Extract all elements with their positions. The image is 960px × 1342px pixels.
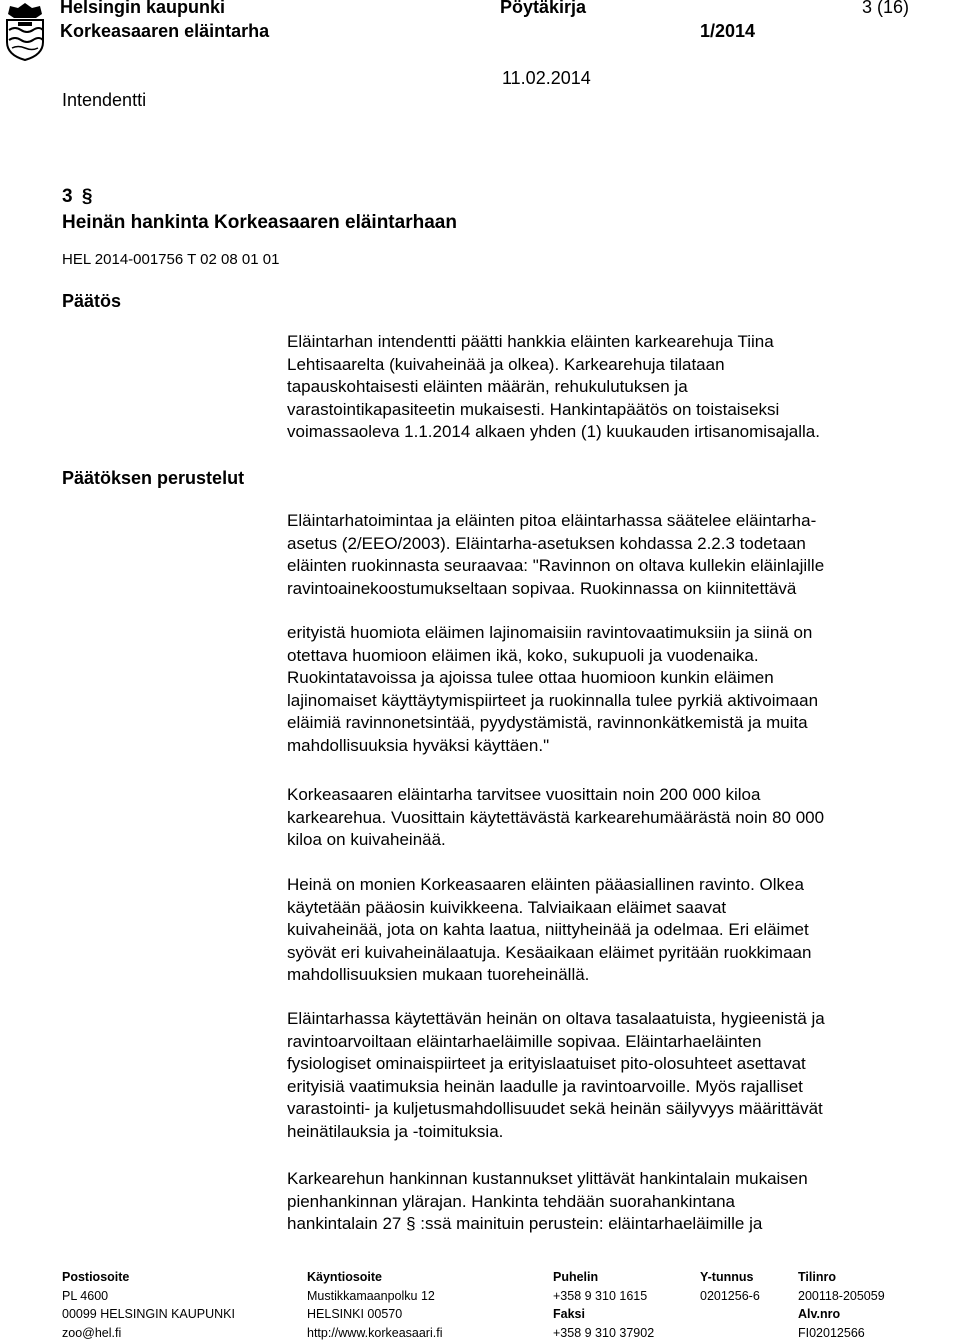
text-line: heinätilauksia ja -toimituksia. xyxy=(287,1121,952,1144)
footer-value: 200118-205059 xyxy=(798,1287,885,1306)
section-title: Heinän hankinta Korkeasaaren eläintarhaan xyxy=(62,212,457,234)
section-number xyxy=(62,186,92,208)
text-line: eläinten ruokinnasta seuraavaa: "Ravinnon on oltava kullekin eläinlajille xyxy=(287,555,952,578)
text-line: Heinä on monien Korkeasaaren eläinten pääasiallinen ravinto. Olkea xyxy=(287,874,952,897)
footer-phone xyxy=(553,1268,654,1342)
text-line: kuivaheinää, jota on kahta laatua, niittyheinää ja odelmaa. Eri eläimet xyxy=(287,919,952,942)
reason-paragraph-2 xyxy=(287,622,952,757)
text-line: mahdollisuuksien mukaan tuoreheinällä. xyxy=(287,964,952,987)
footer-heading: Käyntiosoite xyxy=(307,1268,442,1287)
text-line: erityistä huomiota eläimen lajinomaisiin ravintovaatimuksiin ja siinä on xyxy=(287,622,952,645)
text-line: Karkearehun hankinnan kustannukset ylittävät hankintalain mukaisen xyxy=(287,1168,952,1191)
text-line: Korkeasaaren eläintarha tarvitsee vuosittain noin 200 000 kiloa xyxy=(287,784,952,807)
footer-value: +358 9 310 37902 xyxy=(553,1324,654,1342)
footer-value: +358 9 310 1615 xyxy=(553,1287,654,1306)
text-line: tapauskohtaisesti eläinten määrän, rehukulutuksen ja xyxy=(287,376,952,399)
footer-account xyxy=(798,1268,885,1342)
footer-heading: Faksi xyxy=(553,1305,654,1324)
text-line: syövät eri kuivaheinälaatuja. Kesäaikaan eläimet pyritään ruokkimaan xyxy=(287,942,952,965)
text-line: Eläintarhatoimintaa ja eläinten pitoa eläintarhassa säätelee eläintarha- xyxy=(287,510,952,533)
text-line: ravintoarvoiltaan eläintarhaeläimille sopivaa. Eläintarhaeläinten xyxy=(287,1031,952,1054)
document-type: Pöytäkirja xyxy=(500,0,586,18)
section-number-value: 3 xyxy=(62,186,73,207)
reason-paragraph-5 xyxy=(287,1008,952,1143)
text-line: mahdollisuuksia hyväksi käyttäen." xyxy=(287,735,952,758)
footer-heading: Y-tunnus xyxy=(700,1268,760,1287)
footer-website-link[interactable]: http://www.korkeasaari.fi xyxy=(307,1324,442,1342)
unit-name: Korkeasaaren eläintarha xyxy=(60,21,269,42)
text-line: hankintalain 27 § :ssä mainituin perustein: eläintarhaeläimille ja xyxy=(287,1213,952,1236)
footer-postal-address xyxy=(62,1268,235,1342)
decision-label: Päätös xyxy=(62,291,121,312)
footer-email[interactable]: zoo@hel.fi xyxy=(62,1324,235,1342)
footer-business-id xyxy=(700,1268,760,1305)
text-line: kiloa on kuivaheinää. xyxy=(287,829,952,852)
paragraph-mark: § xyxy=(82,186,93,207)
text-line: varastointi- ja kuljetusmahdollisuudet sekä heinän säilyvyys määrittävät xyxy=(287,1098,952,1121)
page-number: 3 (16) xyxy=(862,0,909,18)
text-line: Eläintarhan intendentti päätti hankkia eläinten karkearehuja Tiina xyxy=(287,331,952,354)
footer-value: FI02012566 xyxy=(798,1324,885,1342)
text-line: Lehtisaarelta (kuivaheinää ja olkea). Karkearehuja tilataan xyxy=(287,354,952,377)
text-line: lajinomaiset käyttäytymispiirteet ja ruokinnalla tulee pyrkiä aktivoimaan xyxy=(287,690,952,713)
text-line: eläimiä ravinnonetsintää, pyydystämistä, ravinnonkätkemistä ja muita xyxy=(287,712,952,735)
decision-text xyxy=(287,331,952,444)
text-line: asetus (2/EEO/2003). Eläintarha-asetuksen kohdassa 2.2.3 todetaan xyxy=(287,533,952,556)
text-line: otettava huomioon eläimen ikä, koko, sukupuoli ja vuodenaika. xyxy=(287,645,952,668)
text-line: ravintoainekoostumukseltaan sopivaa. Ruokinnassa on kiinnitettävä xyxy=(287,578,952,601)
footer-visiting-address xyxy=(307,1268,442,1342)
footer-heading: Alv.nro xyxy=(798,1305,885,1324)
footer-heading: Postiosoite xyxy=(62,1268,235,1287)
footer-value: 00099 HELSINGIN KAUPUNKI xyxy=(62,1305,235,1324)
text-line: erityisiä vaatimuksia heinän laadulle ja ravintoarvoille. Myös rajalliset xyxy=(287,1076,952,1099)
footer-value: HELSINKI 00570 xyxy=(307,1305,442,1324)
reason-paragraph-4 xyxy=(287,874,952,987)
meeting-date: 11.02.2014 xyxy=(502,68,591,89)
case-id: HEL 2014-001756 T 02 08 01 01 xyxy=(62,251,279,268)
footer-heading: Puhelin xyxy=(553,1268,654,1287)
footer-value: PL 4600 xyxy=(62,1287,235,1306)
text-line: fysiologiset ominaispiirteet ja erityislaatuiset pito-olosuhteet asettavat xyxy=(287,1053,952,1076)
decision-maker-role: Intendentti xyxy=(62,90,146,111)
text-line: pienhankinnan ylärajan. Hankinta tehdään suorahankintana xyxy=(287,1191,952,1214)
reason-paragraph-6 xyxy=(287,1168,952,1236)
organization-name: Helsingin kaupunki xyxy=(60,0,225,18)
footer-value: 0201256-6 xyxy=(700,1287,760,1306)
footer-heading: Tilinro xyxy=(798,1268,885,1287)
reasons-label: Päätöksen perustelut xyxy=(62,468,244,489)
text-line: voimassaoleva 1.1.2014 alkaen yhden (1) kuukauden irtisanomisajalla. xyxy=(287,421,952,444)
text-line: Eläintarhassa käytettävän heinän on oltava tasalaatuista, hygieenistä ja xyxy=(287,1008,952,1031)
reason-paragraph-3 xyxy=(287,784,952,852)
footer-value: Mustikkamaanpolku 12 xyxy=(307,1287,442,1306)
text-line: Ruokintatavoissa ja ajoissa tulee ottaa huomioon kunkin eläimen xyxy=(287,667,952,690)
text-line: käytetään pääosin kuivikkeena. Talviaikaan eläimet saavat xyxy=(287,897,952,920)
document-number: 1/2014 xyxy=(700,21,755,42)
text-line: karkearehua. Vuosittain käytettävästä karkearehumäärästä noin 80 000 xyxy=(287,807,952,830)
text-line: varastointikapasiteetin mukaisesti. Hankintapäätös on toistaiseksi xyxy=(287,399,952,422)
helsinki-coat-of-arms-icon xyxy=(2,0,48,62)
reason-paragraph-1 xyxy=(287,510,952,600)
